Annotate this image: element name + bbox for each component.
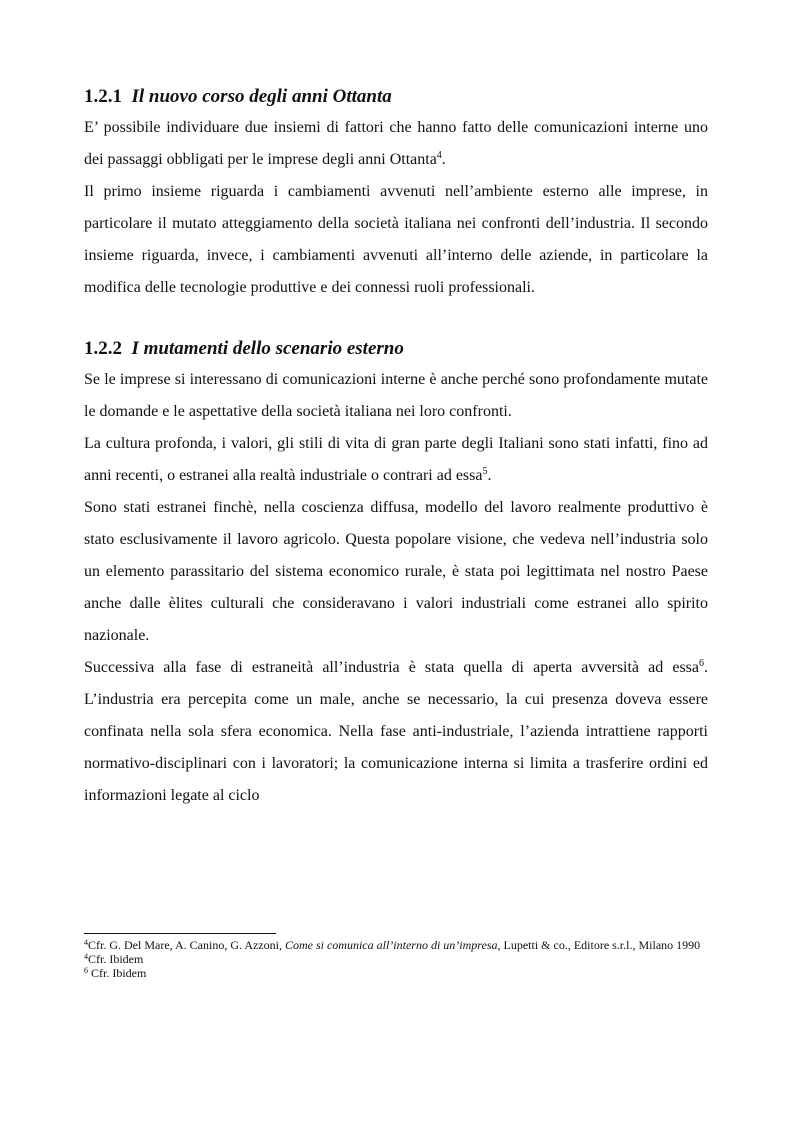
paragraph: Se le imprese si interessano di comunicazioni interne è anche perché sono profondamente mutate le domande e le aspettative della società italiana nei loro confronti. — [84, 371, 708, 420]
paragraph: La cultura profonda, i valori, gli stili di vita di gran parte degli Italiani sono stati infatti, fino ad anni recenti, o estranei alla realtà industriale o contrari ad essa$^5$. — [84, 435, 708, 484]
paragraph: Il primo insieme riguarda i cambiamenti avvenuti nell’ambiente esterno alle imprese, in particolare il mutato atteggiamento della società italiana nei confronti dell’industria. Il secondo insieme riguarda, invece, i cambiamenti avvenuti all’interno delle aziende, in particolare la modifica delle tecnologie produttive e dei connessi ruoli professionali. — [84, 183, 708, 296]
paragraph: Sono stati estranei finchè, nella coscienza diffusa, modello del lavoro realmente produttivo è stato esclusivamente il lavoro agricolo. Questa popolare visione, che vedeva nell’industria solo un elemento parassitario del sistema economico rurale, è stata poi legittimata nel nostro Paese anche dalle èlites culturali che consideravano i valori industriali come estranei allo spirito nazionale. — [84, 499, 708, 644]
section-title: I mutamenti dello scenario esterno — [131, 338, 404, 359]
document-body — [84, 82, 708, 812]
paragraph: E’ possibile individuare due insiemi di fattori che hanno fatto delle comunicazioni interne uno dei passaggi obbligati per le imprese degli anni Ottanta$^4$. — [84, 119, 708, 168]
paragraph: Successiva alla fase di estraneità all’industria è stata quella di aperta avversità ad essa$^6$. L’industria era percepita come un male, anche se necessario, la cui presenza doveva essere confinata nella sola sfera economica. Nella fase anti-industriale, l’azienda intrattiene rapporti normativo-disciplinari con i lavoratori; la comunicazione interna si limita a trasferire ordini ed informazioni legate al ciclo — [84, 658, 708, 804]
footnote: $^4$Cfr. Ibidem — [84, 952, 144, 966]
footnote-ref[interactable]: 5 — [482, 466, 488, 477]
section-number: 1.2.1 — [84, 86, 122, 107]
footnote-ref[interactable]: 6 — [699, 658, 704, 669]
section-title: Il nuovo corso degli anni Ottanta — [131, 86, 392, 107]
section-number: 1.2.2 — [84, 338, 122, 359]
footnote-divider — [84, 933, 276, 934]
footnote: $^6$ Cfr. Ibidem — [84, 966, 147, 980]
section-heading-1-2-2 — [84, 334, 708, 364]
footnote: $^4$Cfr. G. Del Mare, A. Canino, G. Azzoni, Come si comunica all’interno di un’impresa, Lupetti & co., Editore s.r.l., Milano 1990 — [84, 938, 701, 952]
section-heading-1-2-1 — [84, 82, 708, 112]
footnotes — [84, 938, 708, 980]
footnote-ref[interactable]: 4 — [436, 150, 442, 161]
